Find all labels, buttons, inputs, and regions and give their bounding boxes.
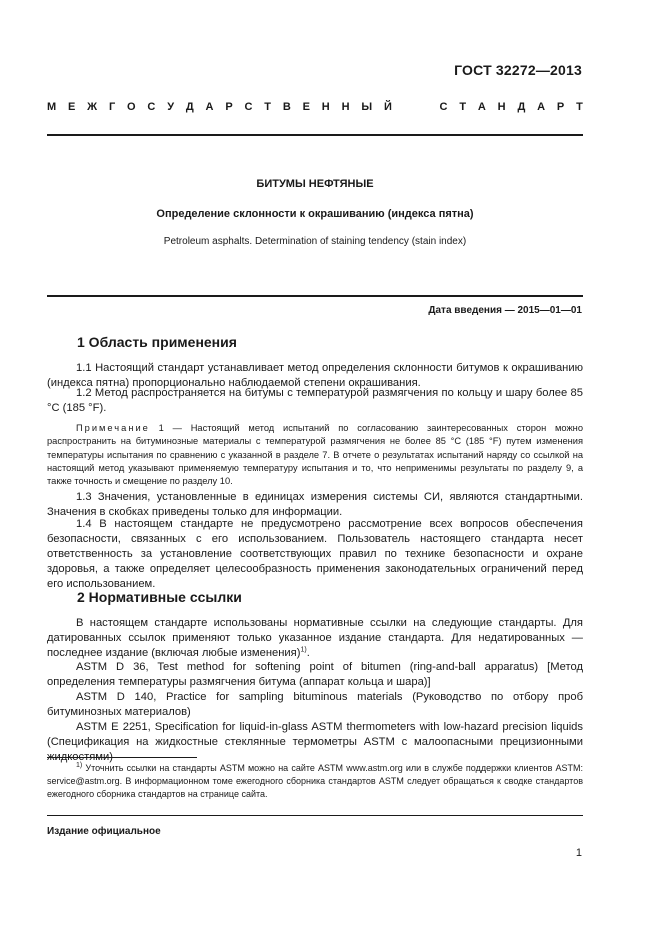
banner-letter: Г [108, 101, 116, 113]
banner-letter: Е [68, 101, 76, 113]
banner-letter: Н [321, 101, 330, 113]
banner-letter: Т [264, 101, 272, 113]
banner-letter: С [244, 101, 253, 113]
banner-letter: С [439, 101, 448, 113]
page-number: 1 [575, 847, 582, 859]
banner-word-gap [404, 101, 428, 113]
banner-letter: Й [383, 101, 392, 113]
banner-letter: А [477, 101, 486, 113]
official-edition-label: Издание официальное [47, 826, 161, 837]
interstate-standard-banner [47, 101, 583, 113]
banner-letter: О [127, 101, 136, 113]
paragraph-1-4: 1.4 В настоящем стандарте не предусмотрено рассмотрение всех вопросов обеспечения безопасности, связанных с его использованием. Пользователь настоящего стандарта несет ответственность за установление соответствующих правил по технике безопасности и охране здоровья, а также определяет целесообразность применения законодательных ограничений перед его использованием. [47, 518, 583, 590]
header-rule [47, 134, 583, 136]
section-1-heading: 1 Область применения [77, 334, 237, 350]
banner-letter: М [47, 101, 57, 113]
banner-letter: Д [517, 101, 526, 113]
document-english-title: Petroleum asphalts. Determination of staining tendency (stain index) [163, 236, 467, 247]
banner-letter: А [537, 101, 546, 113]
banner-letter: С [147, 101, 156, 113]
paragraph-1-3: 1.3 Значения, установленные в единицах измерения системы СИ, являются стандартными. Значения в скобках приведены только для информации. [47, 491, 583, 518]
reference-astm-d36: ASTM D 36, Test method for softening point of bitumen (ring-and-ball apparatus) [Метод определения температуры размягчения битума (аппарат кольца и шара)] [47, 661, 583, 688]
banner-letter: У [167, 101, 175, 113]
paragraph-1-1: 1.1 Настоящий стандарт устанавливает метод определения склонности битумов к окрашиванию (индекса пятна) пропорционально наблюдаемой степени окрашивания. [47, 362, 583, 389]
paragraph-2-intro-end: . [306, 647, 310, 659]
footnote-separator [47, 757, 197, 758]
title-rule [47, 295, 583, 297]
note-1 [47, 422, 583, 488]
banner-letter: Ж [87, 101, 98, 113]
footnote-1 [47, 762, 583, 801]
paragraph-2-intro [47, 616, 583, 661]
note-label: Примечание [76, 423, 150, 433]
footnote-marker: 1) [76, 762, 83, 769]
banner-letter: Ы [361, 101, 373, 113]
banner-letter: Д [185, 101, 194, 113]
document-subtitle: Определение склонности к окрашиванию (индекса пятна) [156, 208, 474, 220]
paragraph-2-intro-text: В настоящем стандарте использованы нормативные ссылки на следующие стандарты. Для датированных ссылок применяют только указанное издание стандарта. Для недатированных — последнее издание (включая любые изменения) [47, 617, 583, 659]
banner-letter: Т [576, 101, 583, 113]
banner-letter: В [282, 101, 291, 113]
paragraph-1-2: 1.2 Метод распространяется на битумы с температурой размягчения по кольцу и шару более 85 °С (185 °F). [47, 387, 583, 414]
banner-letter: Р [556, 101, 565, 113]
reference-astm-d140: ASTM D 140, Practice for sampling bituminous materials (Руководство по отбору проб битуминозных материалов) [47, 691, 583, 718]
reference-astm-e2251: ASTM E 2251, Specification for liquid-in-glass ASTM thermometers with low-hazard precision liquids (Спецификация на жидкостные стеклянные термометры ASTM с малоопасными прецизионными жидкостями) [47, 721, 583, 763]
document-title: БИТУМЫ НЕФТЯНЫЕ [256, 178, 374, 190]
banner-letter: Е [302, 101, 310, 113]
banner-letter: Н [497, 101, 506, 113]
standard-id: ГОСТ 32272—2013 [454, 62, 582, 78]
footnote-reference[interactable]: 1) [300, 646, 307, 654]
introduction-date: Дата введения — 2015—01—01 [428, 305, 582, 316]
banner-letter: Н [341, 101, 350, 113]
banner-letter: Р [225, 101, 233, 113]
banner-letter: А [205, 101, 214, 113]
section-2-heading: 2 Нормативные ссылки [77, 589, 242, 605]
banner-letter: Т [459, 101, 467, 113]
footnote-text: Уточнить ссылки на стандарты ASTM можно на сайте ASTM www.astm.org или в службе поддержки клиентов ASTM: service@astm.org. В информационном томе ежегодного сборника стандартов ASTM следует обращаться к сводке стандартов ежегодного сборника стандартов на странице сайта. [47, 763, 583, 799]
footer-rule [47, 815, 583, 816]
note-text: 1 — Настоящий метод испытаний по согласованию заинтересованных сторон можно распространить на битуминозные материалы с температурой размягчения не более 85 °С (185 °F) путем изменения температуры испытания по сравнению с указанной в разделе 7. В отчете о результатах испытаний наряду со ссылкой на настоящий метод указывают применяемую температуру испытания и то, что неприменимы результаты по разделу 9, а также точность и смещение по разделу 10. [47, 423, 583, 487]
